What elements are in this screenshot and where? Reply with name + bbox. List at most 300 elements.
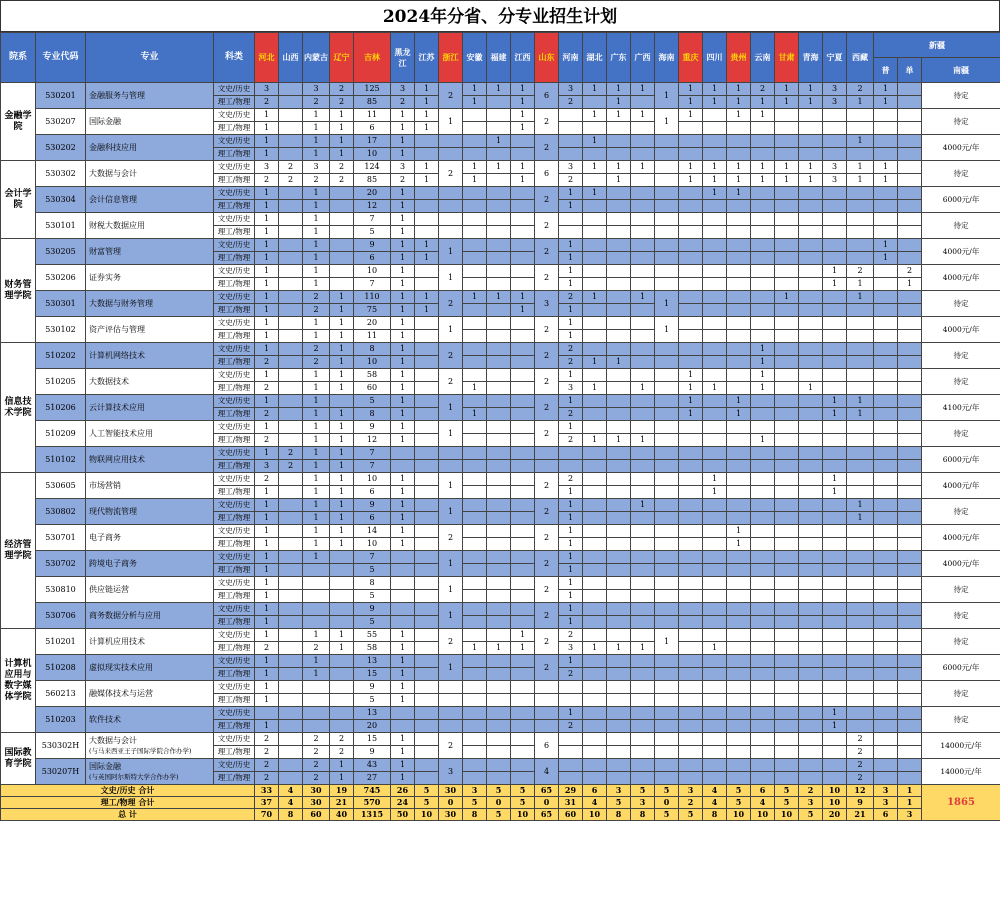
- value-cell: [874, 538, 898, 551]
- value-cell: [727, 746, 751, 759]
- type-label: 理工/物理: [214, 772, 255, 785]
- value-cell: [511, 460, 535, 473]
- value-cell: [751, 577, 775, 590]
- value-cell: 1: [330, 317, 354, 330]
- value-cell: 1: [330, 343, 354, 356]
- value-cell: 1: [391, 343, 415, 356]
- value-cell: 1: [303, 395, 330, 408]
- value-cell: [439, 226, 463, 239]
- value-cell: [898, 395, 922, 408]
- value-cell: [874, 434, 898, 447]
- value-cell: [511, 408, 535, 421]
- province-header: 安徽: [463, 33, 487, 83]
- value-cell: 1: [391, 408, 415, 421]
- value-cell: 1: [391, 473, 415, 486]
- value-cell: 3: [823, 174, 847, 187]
- value-cell: 1: [330, 122, 354, 135]
- value-cell: [279, 395, 303, 408]
- total-value: 0: [535, 797, 559, 809]
- fee-cell: 6000元/年: [922, 187, 1000, 213]
- table-row: [1, 317, 1000, 330]
- type-label: 理工/物理: [214, 96, 255, 109]
- value-cell: [751, 525, 775, 538]
- value-cell: [775, 278, 799, 291]
- value-cell: [799, 252, 823, 265]
- value-cell: [874, 343, 898, 356]
- value-cell: 1: [583, 642, 607, 655]
- value-cell: 1: [391, 356, 415, 369]
- value-cell: [279, 668, 303, 681]
- value-cell: [874, 109, 898, 122]
- value-cell: [898, 109, 922, 122]
- value-cell: 1: [631, 499, 655, 512]
- value-cell: [463, 304, 487, 317]
- type-label: 理工/物理: [214, 720, 255, 733]
- value-cell: 1: [823, 395, 847, 408]
- value-cell: [655, 447, 679, 460]
- value-cell: [511, 239, 535, 252]
- total-value: 5: [511, 797, 535, 809]
- value-cell: 2: [279, 460, 303, 473]
- value-cell: 12: [354, 200, 391, 213]
- value-cell: [463, 577, 487, 590]
- value-cell: 1: [303, 629, 330, 642]
- value-cell: [415, 148, 439, 161]
- value-cell: 1: [511, 161, 535, 174]
- fee-cell: 4000元/年: [922, 551, 1000, 577]
- total-value: 4: [279, 785, 303, 797]
- value-cell: [727, 135, 751, 148]
- value-cell: [775, 304, 799, 317]
- value-cell: [583, 746, 607, 759]
- value-cell: 1: [631, 434, 655, 447]
- value-cell: [487, 759, 511, 772]
- value-cell: [874, 681, 898, 694]
- value-cell: [511, 564, 535, 577]
- value-cell: [415, 395, 439, 408]
- value-cell: [898, 122, 922, 135]
- total-value: 60: [559, 809, 583, 821]
- value-cell: 20: [354, 187, 391, 200]
- value-cell: [751, 733, 775, 746]
- value-cell: [751, 681, 775, 694]
- value-cell: [703, 694, 727, 707]
- province-header: 山东: [535, 33, 559, 83]
- value-cell: [874, 616, 898, 629]
- total-value: 10: [727, 809, 751, 821]
- value-cell: 1: [303, 473, 330, 486]
- value-cell: [823, 564, 847, 577]
- total-value: 30: [303, 785, 330, 797]
- value-cell: [607, 330, 631, 343]
- province-header: 西藏: [847, 33, 874, 83]
- value-cell: [703, 538, 727, 551]
- value-cell: [559, 759, 583, 772]
- value-cell: [607, 148, 631, 161]
- value-cell: [847, 590, 874, 603]
- value-cell: [655, 512, 679, 525]
- value-cell: 1: [823, 278, 847, 291]
- value-cell: [898, 603, 922, 616]
- table-row: [1, 239, 1000, 252]
- value-cell: [631, 616, 655, 629]
- merged-value: 4: [535, 759, 559, 785]
- value-cell: 1: [391, 499, 415, 512]
- value-cell: 1: [255, 343, 279, 356]
- value-cell: [703, 356, 727, 369]
- value-cell: 20: [354, 317, 391, 330]
- value-cell: [279, 291, 303, 304]
- value-cell: 1: [303, 655, 330, 668]
- value-cell: 1: [631, 109, 655, 122]
- value-cell: [559, 460, 583, 473]
- value-cell: [751, 616, 775, 629]
- value-cell: [751, 148, 775, 161]
- value-cell: 60: [354, 382, 391, 395]
- xinjiang-pu-header: 普: [874, 58, 898, 83]
- value-cell: [655, 395, 679, 408]
- value-cell: [415, 655, 439, 668]
- value-cell: [463, 226, 487, 239]
- fee-cell: 6000元/年: [922, 655, 1000, 681]
- value-cell: [487, 174, 511, 187]
- table-row: [1, 265, 1000, 278]
- value-cell: 1: [559, 421, 583, 434]
- value-cell: [799, 213, 823, 226]
- type-label: 文史/历史: [214, 369, 255, 382]
- value-cell: [607, 759, 631, 772]
- value-cell: 8: [354, 577, 391, 590]
- type-label: 理工/物理: [214, 200, 255, 213]
- value-cell: [847, 616, 874, 629]
- value-cell: [679, 655, 703, 668]
- value-cell: [279, 200, 303, 213]
- total-value: 3: [631, 797, 655, 809]
- value-cell: [463, 317, 487, 330]
- type-label: 文史/历史: [214, 343, 255, 356]
- total-value: 6: [751, 785, 775, 797]
- merged-value: 1: [655, 83, 679, 109]
- fee-cell: 14000元/年: [922, 733, 1000, 759]
- total-value: 5: [655, 785, 679, 797]
- value-cell: [775, 200, 799, 213]
- value-cell: 1: [255, 226, 279, 239]
- value-cell: [511, 135, 535, 148]
- value-cell: [463, 512, 487, 525]
- value-cell: [279, 96, 303, 109]
- value-cell: 1: [330, 460, 354, 473]
- fee-cell: 4100元/年: [922, 395, 1000, 421]
- value-cell: [415, 330, 439, 343]
- value-cell: [391, 577, 415, 590]
- value-cell: 1: [391, 629, 415, 642]
- value-cell: [279, 564, 303, 577]
- value-cell: [823, 187, 847, 200]
- type-label: 文史/历史: [214, 759, 255, 772]
- value-cell: [898, 148, 922, 161]
- value-cell: [775, 720, 799, 733]
- value-cell: [607, 460, 631, 473]
- value-cell: [631, 174, 655, 187]
- value-cell: [703, 577, 727, 590]
- value-cell: [727, 343, 751, 356]
- total-value: 745: [354, 785, 391, 797]
- value-cell: 3: [823, 96, 847, 109]
- major-name: [86, 213, 214, 239]
- value-cell: [463, 525, 487, 538]
- value-cell: 1: [303, 408, 330, 421]
- value-cell: [847, 356, 874, 369]
- value-cell: [751, 239, 775, 252]
- value-cell: [823, 512, 847, 525]
- value-cell: [727, 681, 751, 694]
- value-cell: [823, 304, 847, 317]
- value-cell: [874, 148, 898, 161]
- value-cell: 1: [898, 278, 922, 291]
- merged-value: 2: [535, 551, 559, 577]
- value-cell: [898, 668, 922, 681]
- major-name-text: 云计算技术应用: [89, 402, 145, 412]
- major-name-text: 大数据与会计: [89, 168, 137, 178]
- value-cell: 1: [391, 525, 415, 538]
- major-name-text: 人工智能技术应用: [89, 428, 153, 438]
- value-cell: [799, 135, 823, 148]
- type-label: 理工/物理: [214, 148, 255, 161]
- value-cell: [631, 330, 655, 343]
- value-cell: 1: [727, 187, 751, 200]
- value-cell: [463, 590, 487, 603]
- value-cell: 1: [583, 356, 607, 369]
- value-cell: 1: [391, 759, 415, 772]
- value-cell: [679, 694, 703, 707]
- value-cell: [463, 187, 487, 200]
- value-cell: 1: [559, 265, 583, 278]
- major-name: [86, 603, 214, 629]
- value-cell: [898, 226, 922, 239]
- value-cell: [751, 252, 775, 265]
- value-cell: [823, 603, 847, 616]
- value-cell: [511, 694, 535, 707]
- value-cell: [439, 213, 463, 226]
- value-cell: [823, 239, 847, 252]
- merged-value: 6: [535, 83, 559, 109]
- value-cell: [487, 187, 511, 200]
- value-cell: 2: [391, 174, 415, 187]
- total-row: [1, 809, 1000, 821]
- major-code: 510208: [36, 655, 86, 681]
- type-label: 文史/历史: [214, 681, 255, 694]
- value-cell: 2: [303, 356, 330, 369]
- value-cell: 9: [354, 746, 391, 759]
- fee-cell: 14000元/年: [922, 759, 1000, 785]
- value-cell: [898, 83, 922, 96]
- merged-value: 1: [439, 317, 463, 343]
- type-label: 文史/历史: [214, 499, 255, 512]
- value-cell: [583, 213, 607, 226]
- value-cell: [679, 330, 703, 343]
- value-cell: 1: [255, 304, 279, 317]
- merged-value: 2: [535, 187, 559, 213]
- value-cell: [751, 603, 775, 616]
- value-cell: 1: [607, 642, 631, 655]
- value-cell: 1: [775, 96, 799, 109]
- value-cell: 3: [559, 382, 583, 395]
- major-name-text: 市场营销: [89, 480, 121, 490]
- value-cell: 1: [463, 382, 487, 395]
- value-cell: [898, 720, 922, 733]
- value-cell: 13: [354, 655, 391, 668]
- value-cell: [511, 733, 535, 746]
- value-cell: [751, 226, 775, 239]
- value-cell: [898, 655, 922, 668]
- value-cell: [775, 356, 799, 369]
- major-name-text: 金融服务与管理: [89, 90, 145, 100]
- value-cell: 1: [330, 772, 354, 785]
- value-cell: [823, 538, 847, 551]
- fee-cell: 待定: [922, 161, 1000, 187]
- value-cell: 1: [511, 109, 535, 122]
- value-cell: [607, 590, 631, 603]
- value-cell: 2: [559, 343, 583, 356]
- value-cell: [799, 434, 823, 447]
- value-cell: [775, 109, 799, 122]
- value-cell: [631, 655, 655, 668]
- value-cell: [775, 343, 799, 356]
- value-cell: 2: [279, 174, 303, 187]
- value-cell: [487, 460, 511, 473]
- value-cell: [279, 252, 303, 265]
- value-cell: 1: [255, 512, 279, 525]
- total-value: 26: [391, 785, 415, 797]
- value-cell: [775, 499, 799, 512]
- province-header: 江苏: [415, 33, 439, 83]
- value-cell: [703, 122, 727, 135]
- merged-value: 1: [439, 395, 463, 421]
- value-cell: 1: [847, 174, 874, 187]
- merged-value: 2: [439, 161, 463, 187]
- value-cell: [898, 408, 922, 421]
- value-cell: [330, 265, 354, 278]
- value-cell: [415, 265, 439, 278]
- value-cell: [583, 668, 607, 681]
- value-cell: [847, 681, 874, 694]
- value-cell: [727, 590, 751, 603]
- value-cell: [703, 759, 727, 772]
- value-cell: [751, 499, 775, 512]
- value-cell: 2: [559, 174, 583, 187]
- value-cell: [279, 616, 303, 629]
- value-cell: [583, 590, 607, 603]
- value-cell: [279, 122, 303, 135]
- province-header: 宁夏: [823, 33, 847, 83]
- merged-value: 2: [535, 343, 559, 369]
- major-code: 530301: [36, 291, 86, 317]
- table-row: [1, 499, 1000, 512]
- value-cell: 1: [751, 369, 775, 382]
- type-label: 理工/物理: [214, 642, 255, 655]
- value-cell: [898, 304, 922, 317]
- value-cell: [631, 577, 655, 590]
- value-cell: [727, 304, 751, 317]
- value-cell: [535, 720, 559, 733]
- value-cell: [631, 746, 655, 759]
- value-cell: [799, 733, 823, 746]
- value-cell: [279, 278, 303, 291]
- value-cell: 1: [391, 694, 415, 707]
- table-row: [1, 83, 1000, 96]
- value-cell: [463, 356, 487, 369]
- value-cell: 1: [847, 135, 874, 148]
- table-row: [1, 681, 1000, 694]
- value-cell: [487, 148, 511, 161]
- value-cell: [874, 460, 898, 473]
- table-row: [1, 655, 1000, 668]
- value-cell: [511, 473, 535, 486]
- value-cell: [751, 408, 775, 421]
- value-cell: 1: [631, 382, 655, 395]
- total-value: 6: [583, 785, 607, 797]
- value-cell: [655, 668, 679, 681]
- value-cell: [751, 187, 775, 200]
- value-cell: [751, 304, 775, 317]
- value-cell: [679, 473, 703, 486]
- value-cell: [487, 343, 511, 356]
- province-header: 广西: [631, 33, 655, 83]
- total-value: 50: [391, 809, 415, 821]
- province-header: 甘肃: [775, 33, 799, 83]
- value-cell: [655, 460, 679, 473]
- value-cell: [535, 707, 559, 720]
- value-cell: [631, 486, 655, 499]
- value-cell: 1: [463, 161, 487, 174]
- xinjiang-header: 新疆: [874, 33, 1000, 58]
- value-cell: [415, 447, 439, 460]
- value-cell: [655, 551, 679, 564]
- value-cell: [799, 746, 823, 759]
- value-cell: [330, 551, 354, 564]
- value-cell: [607, 343, 631, 356]
- value-cell: [487, 317, 511, 330]
- merged-value: 2: [439, 369, 463, 395]
- value-cell: [511, 720, 535, 733]
- major-code: 510206: [36, 395, 86, 421]
- total-value: 2: [679, 797, 703, 809]
- value-cell: [303, 720, 330, 733]
- value-cell: 1: [303, 278, 330, 291]
- type-label: 文史/历史: [214, 707, 255, 720]
- value-cell: [303, 590, 330, 603]
- value-cell: [679, 343, 703, 356]
- value-cell: 1: [559, 655, 583, 668]
- total-value: 4: [703, 797, 727, 809]
- merged-value: 2: [535, 369, 559, 395]
- value-cell: [799, 343, 823, 356]
- value-cell: [463, 252, 487, 265]
- value-cell: [799, 304, 823, 317]
- value-cell: [823, 382, 847, 395]
- value-cell: [799, 356, 823, 369]
- value-cell: [463, 473, 487, 486]
- merged-value: 1: [655, 629, 679, 655]
- province-header: 黑龙江: [391, 33, 415, 83]
- value-cell: [535, 694, 559, 707]
- value-cell: [607, 122, 631, 135]
- value-cell: 1: [391, 265, 415, 278]
- value-cell: [775, 681, 799, 694]
- value-cell: [631, 681, 655, 694]
- value-cell: 1: [559, 187, 583, 200]
- value-cell: 2: [751, 83, 775, 96]
